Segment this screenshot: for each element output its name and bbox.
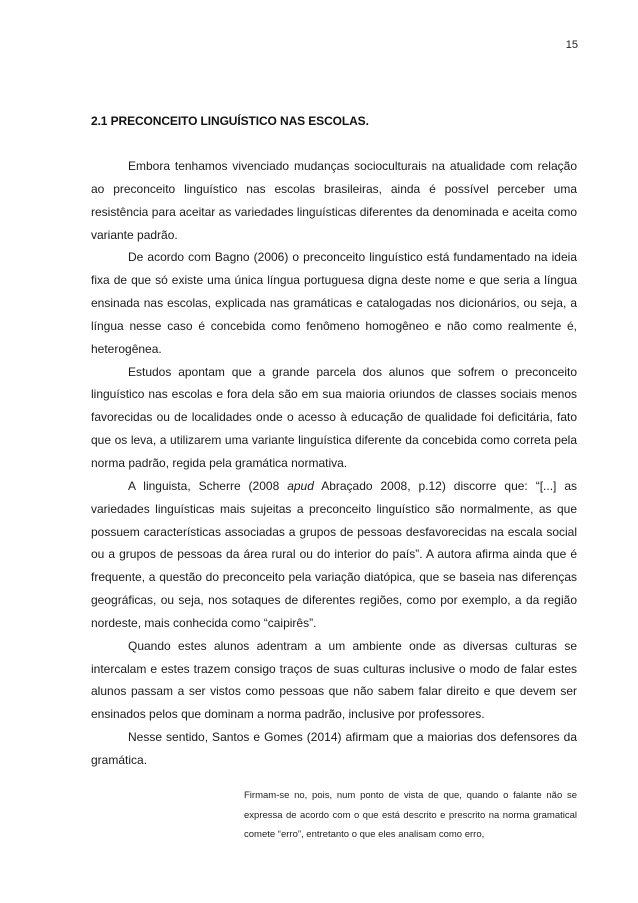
section-heading: 2.1 PRECONCEITO LINGUÍSTICO NAS ESCOLAS. — [91, 114, 369, 128]
paragraph-4-apud: apud — [287, 478, 314, 493]
paragraph-4 — [91, 475, 577, 635]
body-text — [91, 155, 577, 772]
citation-text: Firmam-se no, pois, num ponto de vista de que, quando o falante não se expressa de acordo com o que está descrito e prescrito na norma gramatical comete “erro”, entretanto o que eles analisam como erro, — [244, 790, 577, 841]
paragraph-4-lead: A linguista, Scherre (2008 — [128, 478, 288, 493]
paragraph-4-rest: Abraçado 2008, p.12) discorre que: “[...] as variedades linguísticas mais sujeitas a preconceito linguístico são normalmente, as que possuem características associadas a grupos de pessoas desfavorecidas na escala social ou a grupos de pessoas da área rural ou do interior do país”. A autora afirma ainda que é frequente, a questão do preconceito pela variação diatópica, que se baseia nas diferenças geográficas, ou seja, nos sotaques de diferentes regiões, como por exemplo, a da região nordeste, mais conhecida como “caipirês”. — [91, 478, 577, 630]
paragraph-3: Estudos apontam que a grande parcela dos alunos que sofrem o preconceito linguístico nas escolas e fora dela são em sua maioria oriundos de classes sociais menos favorecidas ou de localidades onde o acesso à educação de qualidade foi deficitária, fato que os leva, a utilizarem uma variante linguística diferente da concebida como correta pela norma padrão, regida pela gramática normativa. — [91, 364, 577, 470]
paragraph-2: De acordo com Bagno (2006) o preconceito linguístico está fundamentado na ideia fixa de que só existe uma única língua portuguesa digna deste nome e que seria a língua ensinada nas escolas, explicada nas gramáticas e catalogadas nos dicionários, ou seja, a língua nesse caso é concebida como fenômeno homogêneo e não como realmente é, heterogênea. — [91, 250, 577, 356]
paragraph-6: Nesse sentido, Santos e Gomes (2014) afirmam que a maiorias dos defensores da gramática. — [91, 730, 577, 767]
long-citation — [244, 786, 577, 845]
paragraph-1: Embora tenhamos vivenciado mudanças socioculturais na atualidade com relação ao preconceito linguístico nas escolas brasileiras, ainda é possível perceber uma resistência para aceitar as variedades linguísticas diferentes da denominada e aceita como variante padrão. — [91, 159, 577, 242]
paragraph-5: Quando estes alunos adentram a um ambiente onde as diversas culturas se intercalam e estes trazem consigo traços de suas culturas inclusive o modo de falar estes alunos passam a ser vistos como pessoas que não sabem falar direito e que devem ser ensinados pelos que dominam a norma padrão, inclusive por professores. — [91, 638, 577, 722]
page-number: 15 — [565, 39, 578, 51]
